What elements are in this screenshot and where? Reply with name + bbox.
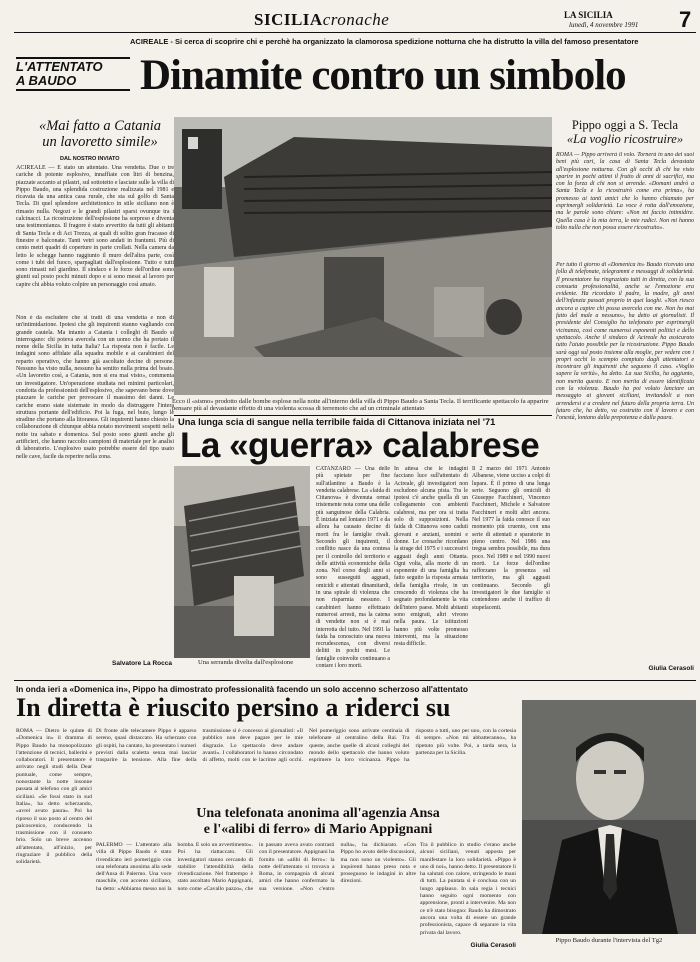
- bottom-section-rule: [14, 680, 696, 681]
- baudo-portrait-photo: [522, 700, 696, 934]
- section-suffix: cronache: [322, 10, 390, 29]
- bottom-body: ROMA — Dietro le quinte di «Domenica in» il dramma di Pippo Baudo ha monopolizzato l'attenzione di tecnici, ballerini e collaboratori. Il presentatore è arrivato negli studi della Dear puntuale, come sempre, nonostante la notte insonne passata al telefono con gli amici siciliani. «Se fossi stato in sud Italia», ha detto scherzando, «avrei avuto paura». Poi ha ripreso il suo posto al centro del palcoscenico, conducendo la trasmissione con il consueto brio. Solo un breve accenno all'attentato, all'inizio, per ringraziare il pubblico della solidarietà.: [16, 728, 92, 866]
- shutter-photo-caption: Una serranda divelta dall'esplosione: [198, 659, 294, 666]
- calabria-kicker: Una lunga scia di sangue nella terribile faida di Cittanova iniziata nel '71: [178, 417, 496, 427]
- bottom-kicker: In onda ieri a «Domenica in», Pippo ha dimostrato professionalità facendo un solo accenno scherzoso all'attentato: [16, 684, 468, 694]
- calabria-body-final: Il 2 marzo del 1971 Antonio Albanese, viene ucciso a colpi di lupara. È il primo di una lunga serie. Seguono gli omicidi di Giuseppe Facchineri, Vincenzo Facchineri, Michele e Salvatore Facchineri e molti altri ancora. Nel 1977 la faida conosce il suo momento più cruento, con una serie di attentati e sparatorie in pieno centro. Nel 1986 una tregua sembra possibile, ma dura poco. Nel 1989 e nel 1990 nuovi morti. Le forze dell'ordine rafforzano la presenza sul territorio, ma gli agguati continuano. Secondo gli investigatori le due famiglie si contendono anche il traffico di stupefacenti.: [472, 466, 550, 611]
- main-kicker: ACIREALE - Si cerca di scoprire chi e perchè ha organizzato la clamorosa spedizione notturna che ha distrutto la villa del famoso presentatore: [130, 37, 639, 46]
- right-article-title: [555, 118, 695, 146]
- calabria-rule: [174, 415, 552, 416]
- villa-ruins-photo: [174, 117, 552, 395]
- series-label: [16, 57, 130, 91]
- section-name: SICILIA: [254, 10, 323, 29]
- portrait-caption: Pippo Baudo durante l'intervista del Tg2: [555, 937, 663, 944]
- shutter-image: [174, 466, 310, 658]
- left-article-title: «Mai fatto a Catania un lavoretto simile»: [38, 118, 162, 150]
- main-headline: Dinamite contro un simbolo: [140, 52, 626, 99]
- masthead: [4, 4, 696, 34]
- left-article-byline: DAL NOSTRO INVIATO: [60, 156, 120, 162]
- villa-ruins-image: [174, 117, 552, 395]
- left-article-body-continued: Non è da escludere che si tratti di una vendetta e non di un'intimidazione. Ipotesi che gli inquirenti stanno vagliando con grande cautela. Ma intanto a Catania i colleghi di Baudo si interrogano: chi poteva avercela con un uomo che ha portato il nome della Sicilia in tutta Italia? La risposta non è facile. Le indagini sono affidate alla squadra mobile e ai carabinieri del reparto operativo, che hanno già ascoltato decine di persone. Nessuno ha visto nulla, nessuno ha sentito nulla prima del boato. «Un lavoretto così, a Catania, non si era mai visto», commenta un investigatore. Un'operazione studiata nei minimi particolari, condotta da professionisti dell'esplosivo, che sapevano bene dove piazzare le cariche per provocare il massimo dei danni. Le cariche erano state sistemate in modo da distruggere l'intera struttura portante dell'edificio. Poi la fuga, nel buio, lungo le stradine che portano alla litoranea. Gli inquirenti hanno chiesto la collaborazione di chiunque abbia notato movimenti sospetti nella notte tra sabato e domenica. Sul posto sono giunti anche gli artificieri, che hanno raccolto campioni di materiale per le analisi di laboratorio. L'esplosivo usato potrebbe essere del tipo usato nelle cave, facile da reperire nella zona.: [16, 315, 174, 460]
- ansa-headline: [118, 806, 518, 838]
- bottom-headline: In diretta è riuscito persino a riderci su: [16, 693, 451, 722]
- shutter-photo-credit: Salvatore La Rocca: [112, 660, 172, 667]
- ansa-headline-line2: e l'«alibi di ferro» di Mario Appignani: [203, 822, 433, 837]
- right-article-title-line1: Pippo oggi a S. Tecla: [571, 118, 679, 132]
- right-article-body: ROMA — Pippo arriverà il volo. Tornerà in uno dei suoi beni più cari, la casa di Santa Tecla devastata all'esplosione notturna. Con gli occhi di chi ha visto sparire in pochi attimi il frutto di anni di sacrifici, ma con la forza di chi non si arrende. «Domani andrò a Santa Tecla e la ricostruirò come era prima», ha promesso ai tanti amici che lo hanno chiamato per esprimergli solidarietà. La voce è rotta dall'emozione, ma le parole sono chiare: «Non mi faccio intimidire. Quella casa è la mia terra, le mie radici. Non mi hanno tolto nulla che non possa essere ricostruito».: [556, 152, 694, 231]
- calabria-body: CATANZARO — Una delle più spietate per fine sull'atlantino a Baudo è la vendetta calabrese. La «faida di Cittanova» è divenuta ormai tristemente nota come una delle più sanguinose della Calabria. È iniziata nel lontano 1971 e da allora ha causato decine di morti fra le famiglie rivali. Secondo gli inquirenti, il conflitto nasce da una contesa per il controllo del territorio e delle attività economiche della zona. Nel corso degli anni si sono susseguiti agguati, omicidi e attentati dinamitardi, in una spirale di violenza che non risparmia nessuno. I carabinieri hanno effettuato numerosi arresti, ma la catena di vendette non si è mai interrotta del tutto. Nel 1991 la faida ha conosciuto una nuova recrudescenza, con diversi delitti in pochi mesi. Le famiglie coinvolte continuano a contare i loro morti.: [316, 466, 390, 670]
- series-label-line2: A BAUDO: [16, 73, 77, 88]
- right-article-title-line2: «La voglio ricostruire»: [566, 132, 684, 146]
- ansa-author: Giulia Cerasoli: [470, 942, 516, 949]
- calabria-body-continued: In attesa che le indagini facciano luce sull'attentato di Acireale, gli investigatori non escludono alcuna pista. Tra le ipotesi c'è anche quella di un collegamento con ambienti calabresi, ma per ora si tratta solo di supposizioni. Nella faida di Cittanova sono caduti giovani e anziani, uomini e donne. Le cronache ricordano la strage del 1975 e i successivi agguati degli anni Ottanta. Ogni volta, alla morte di un esponente di una famiglia ha fatto seguito la risposta armata della famiglia rivale, in un crescendo di violenza che ha segnato profondamente la vita dell'intero paese. Molti abitanti sono emigrati, altri vivono nella paura. Le istituzioni hanno più volte promesso interventi, ma la situazione resta difficile.: [394, 466, 468, 648]
- left-article-body: ACIREALE — È stato un attentato. Una vendetta. Due o tre cariche di potente esplosivo, innaffiate con litri di benzina, piazzate accanto ai pilastri, sul sottotetto e lasciate sulle la villa di Pippo Baudo, una splendida costruzione realizzata nel 1981 e ricavata da una antica casa rurale, che sta sul golfo di Santa Tecla. Di quel splendore architettonico in stile siciliano non è rimasto nulla. Negozi e le grandi pilastri sparsi ovunque tra i calcinacci. La ricostruzione dell'esplosione ha sorpreso e diventa una testimonianza. Il fragore è stato avvertito da tutti gli abitanti di Santa Tecla e di Aci Trezza, ai quali di solito gran fracasso di finestre e balconate. Tanti vetri sono andati in frantumi. Più di cento metri quadri di coperture in parte crollati. Nella camera da letto le schegge hanno raggiunto il muro dell'altra parte, così come i tubi del fuoco, sparpagliati dall'esplosione. Tutto e tutti sono rimasti nel giardino. Il sindaco e le forze dell'ordine sono giunti sul posto pochi minuti dopo e si sono messi al lavoro per capire chi abbia voluto colpire un personaggio così amato.: [16, 165, 174, 288]
- calabria-headline: La «guerra» calabrese: [180, 426, 540, 465]
- villa-photo-caption: Ecco il «sismo» prodotto dalle bombe esplose nella notte all'interno della villa di Pippo Baudo a Santa Tecla. Il terrificante spettacolo fa apparire pensare più al devastante effetto di una violenta scossa di terremoto che ad un criminale attentato: [172, 398, 549, 413]
- masthead-rule: [14, 32, 696, 33]
- baudo-portrait-image: [522, 700, 696, 934]
- right-article-body-continued: Per tutto il giorno di «Domenica in» Baudo ricevuto una folla di telefonate, telegrammi e messaggi di solidarietà. Il presentatore ha ringraziato tutti in diretta, con la sua consueta professionalità, anche se l'emozione era evidente. Ha ricordato il padre, la madre, gli anni dell'infanzia passati proprio in quei luoghi. «Non riesco ancora a capire chi possa avercela con me. Non ho mai fatto del male a nessuno», ha detto ai giornalisti. Il presidente del Consiglio ha telefonato per esprimergli vicinanza, così come numerosi esponenti politici e dello spettacolo. Anche il sindaco di Acireale ha assicurato tutto l'aiuto possibile per la ricostruzione. Pippo Baudo sarà oggi sul posto insieme alla moglie, per vedere con i propri occhi lo scempio compiuto dagli attentatori e incontrare gli inquirenti che seguono il caso. «Voglio sapere la verità», ha detto. La sua Sicilia, ha aggiunto, non merita questo. E non merita di essere identificata con la violenza. Baudo ha poi voluto lanciare un messaggio ai giovani siciliani, invitandoli a non arrendersi e a credere nel futuro della propria terra. Un futuro che, ha detto, va costruito con il lavoro e con l'onestà, lontano dalla prepotenza e dalla paura.: [556, 262, 694, 422]
- ansa-body: PALERMO — L'attentato alla villa di Pippo Baudo è stato rivendicato ieri pomeriggio con una telefonata anonima alla sede dell'Ansa di Palermo. Una voce maschile, con accento siciliano, ha detto: «Abbiamo messo noi la bomba. È solo un avvertimento». Poi ha riattaccato. Gli investigatori stanno cercando di stabilire l'attendibilità della rivendicazione. Nel frattempo è stato ascoltato Mario Appignani, noto come «Cavallo pazzo», che in passato aveva avuto contrasti con il presentatore. Appignani ha fornito un «alibi di ferro»: la notte dell'attentato si trovava a Roma, in compagnia di alcuni amici che hanno confermato la sua versione. «Non c'entro nulla», ha dichiarato. «Con Pippo ho avuto delle discussioni, ma non sono un violento». Gli inquirenti hanno preso nota e proseguono le indagini in altre direzioni.: [96, 842, 416, 892]
- bottom-body-final: Tra il pubblico in studio c'erano anche alcuni siciliani, venuti apposta per manifestare la loro solidarietà. «Pippo è uno di noi», hanno detto. Il presentatore li ha salutati con calore, stringendo le mani di tutti. La puntata si è conclusa con un lungo applauso. In sala regia i tecnici hanno seguito ogni momento con apprensione, pronti a intervenire. Ma non ce n'è stato bisogno: Baudo ha dimostrato ancora una volta di essere un grande professionista, capace di separare la vita privata dal lavoro.: [420, 842, 516, 936]
- series-label-line1: L'ATTENTATO: [16, 59, 103, 74]
- issue-date: lunedì, 4 novembre 1991: [569, 21, 639, 29]
- right-article-author: Giulia Cerasoli: [648, 665, 694, 672]
- bottom-body-continued: Di fronte alle telecamere Pippo è apparso sereno, quasi distaccato. Ha scherzato con gli ospiti, ha cantato, ha presentato i numeri previsti dalla scaletta senza mai lasciar trasparire la tensione. Alla fine della trasmissione si è concesso ai giornalisti: «Il pubblico non deve pagare per le mie disgrazie. Lo spettacolo deve andare avanti». I collaboratori lo hanno circondato di affetto, molti con le lacrime agli occhi. Nel pomeriggio sono arrivate centinaia di telefonate al centralino della Rai. Tra queste, anche quelle di alcuni colleghi del mondo dello spettacolo che hanno voluto esprimere la loro vicinanza. Pippo ha risposto a tutti, uno per uno, con la cortesia di sempre. «Non mi abbatteranno», ha ripetuto più volte. Poi, a tarda sera, la partenza per la Sicilia.: [96, 728, 516, 764]
- ansa-headline-line1: Una telefonata anonima all'agenzia Ansa: [196, 806, 440, 821]
- paper-name: LA SICILIA: [564, 10, 613, 20]
- page-number: 7: [679, 7, 692, 32]
- section-title: [254, 10, 389, 30]
- shutter-photo: [174, 466, 310, 658]
